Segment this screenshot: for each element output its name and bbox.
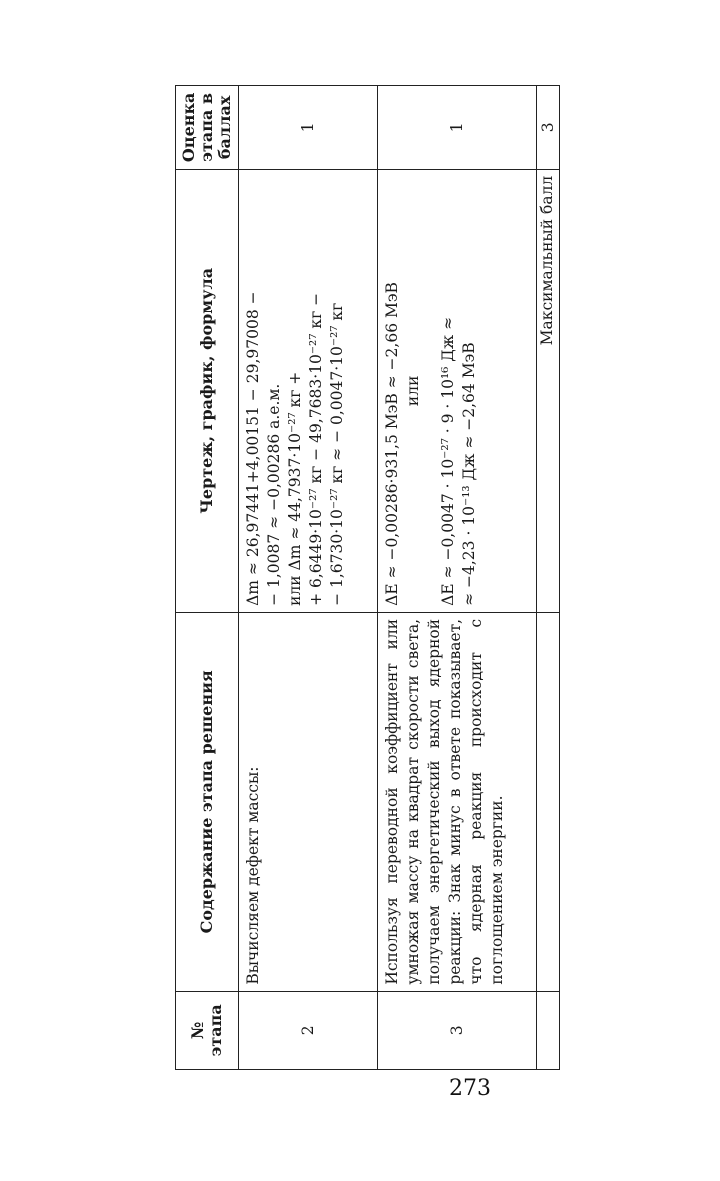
table-row xyxy=(378,86,537,1070)
stage-score: 1 xyxy=(378,86,537,170)
table-header-row xyxy=(176,86,239,1070)
formula-line: Δm ≈ 26,97441+4,00151 − 29,97008 − xyxy=(244,291,262,606)
stage-number: 2 xyxy=(239,991,378,1069)
solution-table xyxy=(175,85,560,1070)
formula-line: или Δm ≈ 44,7937·10⁻²⁷ кг + xyxy=(286,371,304,606)
table-row xyxy=(239,86,378,1070)
stage-number: 3 xyxy=(378,991,537,1069)
max-score-value: 3 xyxy=(537,86,560,170)
header-score: Оценка этапа в баллах xyxy=(176,86,239,170)
formula-line: − 1,6730·10⁻²⁷ кг ≈ − 0,0047·10⁻²⁷ кг xyxy=(328,302,346,606)
empty-cell xyxy=(537,991,560,1069)
formula-line: − 1,0087 ≈ −0,00286 а.е.м. xyxy=(265,383,283,606)
header-stage-content: Содержание этапа решения xyxy=(176,612,239,991)
stage-formula xyxy=(378,169,537,612)
header-formula: Чертеж, график, формула xyxy=(176,169,239,612)
solution-table-rotated xyxy=(175,85,557,1070)
max-score-label: Максимальный балл xyxy=(537,169,560,612)
stage-score: 1 xyxy=(239,86,378,170)
stage-content: Используя переводной коэффициент или умножая массу на квадрат скорости света, получаем энергетический выход ядерной реакции: Знак минус в ответе показывает, что ядерная реакция происходит с поглощением энергии. xyxy=(378,612,537,991)
formula-line: ΔE ≈ −0,0047 · 10⁻²⁷ · 9 · 10¹⁶ Дж ≈ xyxy=(439,316,457,606)
formula-line: ≈ −4,23 · 10⁻¹³ Дж ≈ −2,64 МэВ xyxy=(460,342,478,606)
formula-line: или xyxy=(404,375,422,407)
formula-line: ΔE ≈ −0,00286·931,5 МэВ ≈ −2,66 МэВ xyxy=(383,282,401,606)
empty-cell xyxy=(537,612,560,991)
max-score-row xyxy=(537,86,560,1070)
header-stage-number: № этапа xyxy=(176,991,239,1069)
stage-formula xyxy=(239,169,378,612)
formula-line: + 6,6449·10⁻²⁷ кг − 49,7683·10⁻²⁷ кг − xyxy=(307,292,325,606)
stage-content: Вычисляем дефект массы: xyxy=(239,612,378,991)
page-number: 273 xyxy=(449,1076,491,1101)
